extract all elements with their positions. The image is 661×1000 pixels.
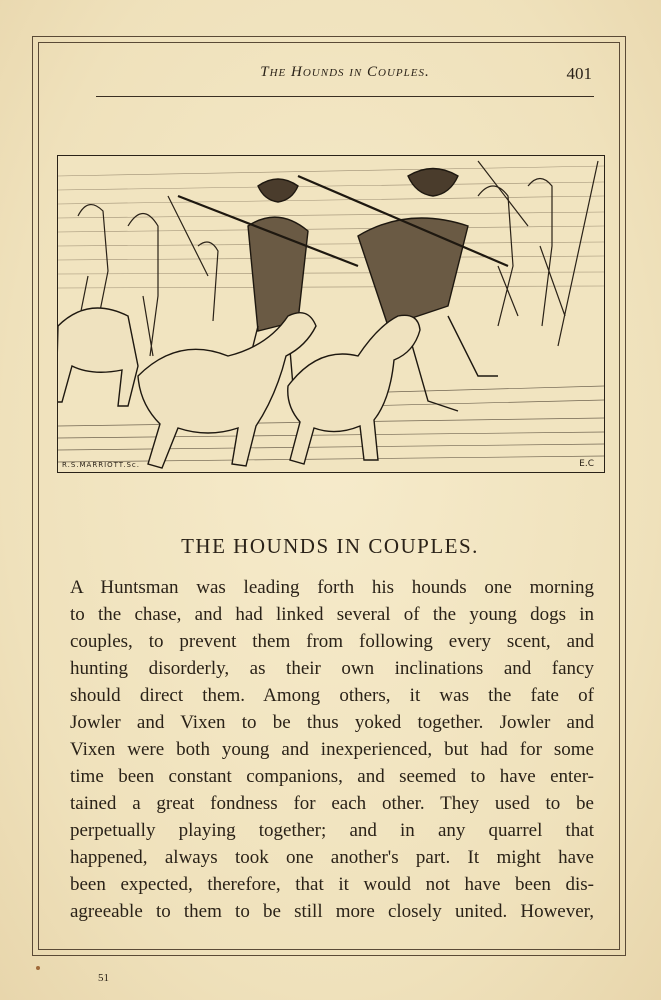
text-line: couples, to prevent them from following every scent, and <box>70 631 594 652</box>
hounds <box>58 308 420 468</box>
text-line: Vixen were both young and inexperienced, but had for some <box>70 739 594 760</box>
text-line: should direct them. Among others, it was the fate of <box>70 685 594 706</box>
text-line: hunting disorderly, as their own inclinations and fancy <box>70 658 594 679</box>
story-title: THE HOUNDS IN COUPLES. <box>181 534 479 558</box>
text-line: time been constant companions, and seemed to have enter- <box>70 766 594 787</box>
paper-speck <box>36 966 40 970</box>
story-body <box>70 574 594 925</box>
background-hatching <box>58 166 604 288</box>
hunt-scene <box>58 156 604 472</box>
text-line: agreeable to them to be still more closely united. However, <box>70 901 594 922</box>
text-line: happened, always took one another's part. It might have <box>70 847 594 868</box>
text-line: A Huntsman was leading forth his hounds one morning <box>70 577 594 598</box>
artist-monogram: E.C <box>579 459 594 469</box>
text-line: been expected, therefore, that it would not have been dis- <box>70 874 594 895</box>
running-head: The Hounds in Couples. <box>260 64 430 80</box>
page-number: 401 <box>566 64 592 83</box>
signature-mark: 51 <box>98 972 109 984</box>
text-line: perpetually playing together; and in any quarrel that <box>70 820 594 841</box>
text-line: Jowler and Vixen to be thus yoked together. Jowler and <box>70 712 594 733</box>
text-line: tained a great fondness for each other. They used to be <box>70 793 594 814</box>
engraving-illustration <box>57 155 605 473</box>
engraver-signature: R.S.MARRIOTT.Sc. <box>62 461 140 469</box>
header-rule <box>96 96 594 97</box>
text-line: to the chase, and had linked several of the young dogs in <box>70 604 594 625</box>
